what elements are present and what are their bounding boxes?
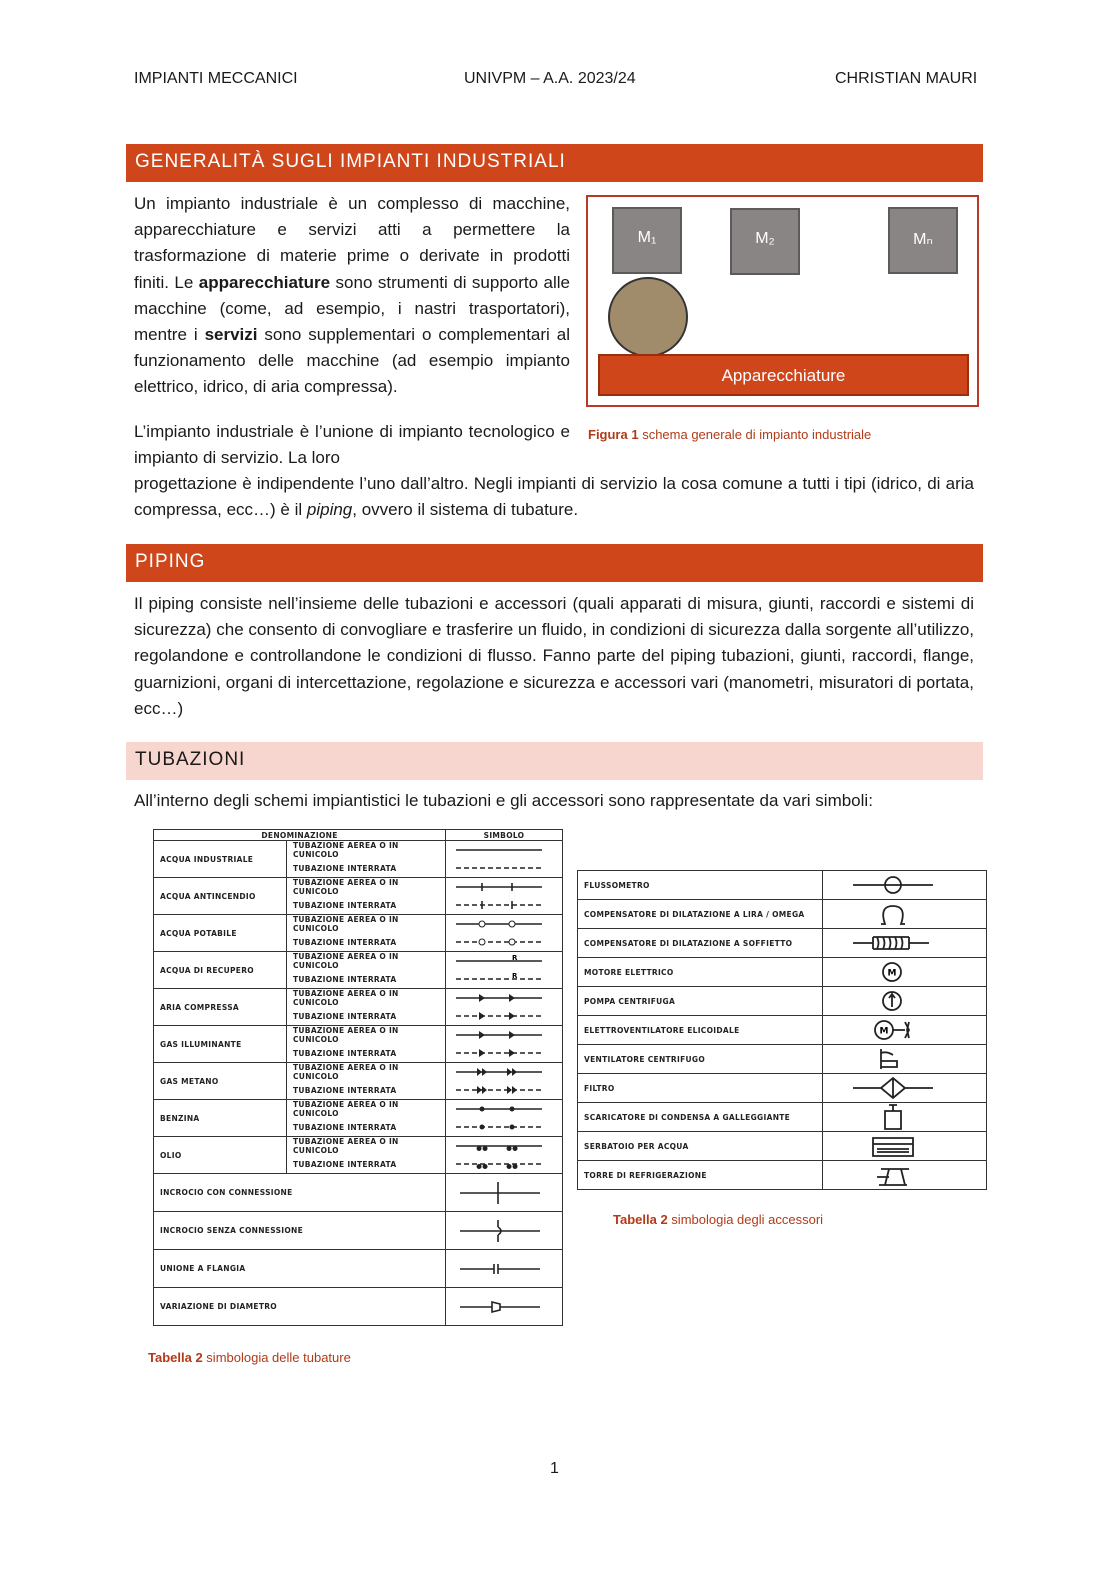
pipe-symbol bbox=[446, 1250, 563, 1288]
water-tank-icon bbox=[823, 1132, 973, 1160]
accessory-symbol-table bbox=[577, 870, 987, 1190]
filter-icon bbox=[823, 1074, 973, 1102]
centrifugal-fan-icon bbox=[823, 1045, 973, 1073]
pipe-type-aerial: TUBAZIONE AEREA O IN CUNICOLO bbox=[287, 1100, 446, 1119]
pipe-type-aerial: TUBAZIONE AEREA O IN CUNICOLO bbox=[287, 1026, 446, 1045]
pipe-fluid-name: OLIO bbox=[154, 1137, 287, 1174]
pipe-type-buried: TUBAZIONE INTERRATA bbox=[287, 1118, 446, 1137]
pipe-line-symbol-icon bbox=[446, 1100, 550, 1118]
pipe-table-row bbox=[154, 841, 563, 860]
pipe-line-symbol-icon bbox=[446, 878, 550, 896]
pipe-type-aerial: TUBAZIONE AEREA O IN CUNICOLO bbox=[287, 1137, 446, 1156]
pipe-type-buried: TUBAZIONE INTERRATA bbox=[287, 933, 446, 952]
pipe-table-row bbox=[154, 1100, 563, 1119]
pipe-symbol bbox=[446, 1026, 563, 1045]
pipe-table-row bbox=[154, 1288, 563, 1326]
pipe-type-buried: TUBAZIONE INTERRATA bbox=[287, 1044, 446, 1063]
header-author: CHRISTIAN MAURI bbox=[835, 70, 978, 87]
pipe-symbol bbox=[446, 1137, 563, 1156]
pipe-table-row bbox=[154, 1212, 563, 1250]
cross-conn-icon bbox=[446, 1178, 550, 1208]
pipe-symbol bbox=[446, 1118, 563, 1137]
pipe-table-row bbox=[154, 1026, 563, 1045]
accessory-symbol bbox=[823, 1074, 987, 1103]
pipe-connection-name: VARIAZIONE DI DIAMETRO bbox=[154, 1288, 446, 1326]
flowmeter-icon bbox=[823, 871, 973, 899]
pipe-type-buried: TUBAZIONE INTERRATA bbox=[287, 1155, 446, 1174]
accessory-table-caption: Tabella 2 simbologia degli accessori bbox=[613, 1212, 824, 1227]
pipe-fluid-name: GAS ILLUMINANTE bbox=[154, 1026, 287, 1063]
accessory-table-row bbox=[578, 1132, 987, 1161]
centrifugal-pump-icon bbox=[823, 987, 973, 1015]
pipe-table-row bbox=[154, 1137, 563, 1156]
accessory-symbol bbox=[823, 1103, 987, 1132]
machine-m1: M₁ bbox=[612, 207, 682, 274]
accessory-symbol bbox=[823, 871, 987, 900]
paragraph-piping: Il piping consiste nell’insieme delle tubazioni e accessori (quali apparati di misura, giunti, raccordi e sistemi di sicurezza) che consento di convogliare e trasferire un fluido, in condizioni di sicurezza dalla sorgente all’utilizzo, regolandone e controllandone le condizioni di flusso. Fanno parte del piping tubazioni, giunti, raccordi, flange, guarnizioni, organi di intercettazione, regolazione e sicurezza e accessori vari (manometri, misuratori di portata, ecc…) bbox=[134, 594, 974, 718]
accessory-name: SERBATOIO PER ACQUA bbox=[578, 1132, 823, 1161]
pipe-fluid-name: ACQUA INDUSTRIALE bbox=[154, 841, 287, 878]
pipe-symbol bbox=[446, 1155, 563, 1174]
pipe-type-buried: TUBAZIONE INTERRATA bbox=[287, 896, 446, 915]
pipe-line-symbol-icon bbox=[446, 970, 550, 988]
pipe-symbol bbox=[446, 1174, 563, 1212]
paragraph-union-a: L’impianto industriale è l’unione di impianto tecnologico e impianto di servizio. La loro bbox=[134, 422, 570, 468]
svg-text:R: R bbox=[512, 972, 518, 980]
pipe-line-symbol-icon bbox=[446, 896, 550, 914]
pipe-symbol bbox=[446, 952, 563, 971]
pipe-line-symbol-icon bbox=[446, 952, 550, 970]
pipe-symbol bbox=[446, 1288, 563, 1326]
accessory-name: FILTRO bbox=[578, 1074, 823, 1103]
accessory-table-row bbox=[578, 900, 987, 929]
pipe-line-symbol-icon bbox=[446, 1081, 550, 1099]
accessory-symbol bbox=[823, 1016, 987, 1045]
header-course: IMPIANTI MECCANICI bbox=[134, 70, 298, 87]
pipe-table-row bbox=[154, 952, 563, 971]
svg-text:M: M bbox=[887, 968, 897, 979]
pipe-symbol bbox=[446, 1063, 563, 1082]
cross-noconn-icon bbox=[446, 1216, 550, 1246]
accessory-table-row bbox=[578, 1016, 987, 1045]
pipe-table-header-symbol: SIMBOLO bbox=[446, 830, 563, 841]
svg-text:M: M bbox=[879, 1026, 889, 1037]
pipe-symbol bbox=[446, 896, 563, 915]
pipe-symbol bbox=[446, 1044, 563, 1063]
pipe-connection-name: INCROCIO SENZA CONNESSIONE bbox=[154, 1212, 446, 1250]
accessory-name: COMPENSATORE DI DILATAZIONE A SOFFIETTO bbox=[578, 929, 823, 958]
pipe-symbol bbox=[446, 915, 563, 934]
omega-compensator-icon bbox=[823, 900, 973, 928]
pipe-symbol bbox=[446, 1007, 563, 1026]
accessory-symbol bbox=[823, 958, 987, 987]
accessory-symbol bbox=[823, 1132, 987, 1161]
pipe-line-symbol-icon bbox=[446, 1118, 550, 1136]
pipe-line-symbol-icon bbox=[446, 1044, 550, 1062]
pipe-line-symbol-icon bbox=[446, 859, 550, 877]
pipe-fluid-name: ACQUA DI RECUPERO bbox=[154, 952, 287, 989]
accessory-symbol bbox=[823, 987, 987, 1016]
pipe-connection-name: INCROCIO CON CONNESSIONE bbox=[154, 1174, 446, 1212]
accessory-name: ELETTROVENTILATORE ELICOIDALE bbox=[578, 1016, 823, 1045]
pipe-type-buried: TUBAZIONE INTERRATA bbox=[287, 970, 446, 989]
accessory-table-row bbox=[578, 1045, 987, 1074]
pipe-symbol bbox=[446, 1081, 563, 1100]
bellows-compensator-icon bbox=[823, 929, 973, 957]
pipe-fluid-name: ACQUA ANTINCENDIO bbox=[154, 878, 287, 915]
pipe-line-symbol-icon bbox=[446, 1026, 550, 1044]
pipe-line-symbol-icon bbox=[446, 841, 550, 859]
motor-icon bbox=[823, 958, 973, 986]
equipment-circle bbox=[608, 277, 688, 357]
accessory-symbol bbox=[823, 929, 987, 958]
accessory-table-row bbox=[578, 871, 987, 900]
pipe-type-aerial: TUBAZIONE AEREA O IN CUNICOLO bbox=[287, 989, 446, 1008]
pipe-type-buried: TUBAZIONE INTERRATA bbox=[287, 859, 446, 878]
accessory-table-row bbox=[578, 1103, 987, 1132]
machine-m2: M₂ bbox=[730, 208, 800, 275]
pipe-type-aerial: TUBAZIONE AEREA O IN CUNICOLO bbox=[287, 841, 446, 860]
page-number: 1 bbox=[550, 1460, 559, 1477]
figure1-caption: Figura 1 schema generale di impianto industriale bbox=[588, 427, 872, 442]
pipe-line-symbol-icon bbox=[446, 1137, 550, 1155]
paragraph-union-b: progettazione è indipendente l’uno dall’altro. Negli impianti di servizio la cosa comune a tutti i tipi (idrico, di aria compressa, ecc…) è il piping, ovvero il sistema di tubature. bbox=[134, 474, 974, 520]
accessory-name: TORRE DI REFRIGERAZIONE bbox=[578, 1161, 823, 1190]
section-heading-piping: PIPING bbox=[126, 544, 983, 582]
accessory-name: COMPENSATORE DI DILATAZIONE A LIRA / OMEGA bbox=[578, 900, 823, 929]
pipe-line-symbol-icon bbox=[446, 933, 550, 951]
reducer-icon bbox=[446, 1292, 550, 1322]
pipe-symbol bbox=[446, 859, 563, 878]
pipe-table-row bbox=[154, 989, 563, 1008]
pipe-symbol bbox=[446, 933, 563, 952]
cooling-tower-icon bbox=[823, 1161, 973, 1189]
pipe-line-symbol-icon bbox=[446, 989, 550, 1007]
pipe-symbol bbox=[446, 989, 563, 1008]
pipe-symbol bbox=[446, 878, 563, 897]
pipe-type-aerial: TUBAZIONE AEREA O IN CUNICOLO bbox=[287, 915, 446, 934]
pipe-line-symbol-icon bbox=[446, 1063, 550, 1081]
pipe-table-header-name: DENOMINAZIONE bbox=[154, 830, 446, 841]
pipe-type-buried: TUBAZIONE INTERRATA bbox=[287, 1007, 446, 1026]
pipe-fluid-name: ACQUA POTABILE bbox=[154, 915, 287, 952]
pipe-type-aerial: TUBAZIONE AEREA O IN CUNICOLO bbox=[287, 1063, 446, 1082]
accessory-symbol bbox=[823, 1161, 987, 1190]
accessory-table-row bbox=[578, 1161, 987, 1190]
pipe-connection-name: UNIONE A FLANGIA bbox=[154, 1250, 446, 1288]
pipe-symbol bbox=[446, 1212, 563, 1250]
header-university: UNIVPM – A.A. 2023/24 bbox=[464, 70, 636, 87]
pipe-type-aerial: TUBAZIONE AEREA O IN CUNICOLO bbox=[287, 952, 446, 971]
accessory-name: VENTILATORE CENTRIFUGO bbox=[578, 1045, 823, 1074]
pipe-symbol bbox=[446, 970, 563, 989]
pipe-table-row bbox=[154, 1174, 563, 1212]
section-heading-generalita: GENERALITÀ SUGLI IMPIANTI INDUSTRIALI bbox=[126, 144, 983, 182]
pipe-symbol-table bbox=[153, 829, 563, 1326]
pipe-fluid-name: BENZINA bbox=[154, 1100, 287, 1137]
accessory-name: SCARICATORE DI CONDENSA A GALLEGGIANTE bbox=[578, 1103, 823, 1132]
accessory-symbol bbox=[823, 900, 987, 929]
pipe-table-row bbox=[154, 878, 563, 897]
section-heading-tubazioni: TUBAZIONI bbox=[126, 742, 983, 780]
paragraph-intro: Un impianto industriale è un complesso di macchine, apparecchiature e servizi atti a permettere la trasformazione di materie prime o derivate in prodotti finiti. Le apparecchiature sono strumenti di supporto alle macchine (come, ad esempio, i nastri trasportatori), mentre i servizi sono supplementari o complementari al funzionamento delle macchine (ad esempio impianto elettrico, idrico, di aria compressa). bbox=[134, 194, 570, 397]
pipe-line-symbol-icon bbox=[446, 1007, 550, 1025]
pipe-fluid-name: ARIA COMPRESSA bbox=[154, 989, 287, 1026]
accessory-name: FLUSSOMETRO bbox=[578, 871, 823, 900]
steam-trap-icon bbox=[823, 1103, 973, 1131]
pipe-symbol bbox=[446, 841, 563, 860]
pipe-table-caption: Tabella 2 simbologia delle tubature bbox=[148, 1350, 351, 1365]
pipe-type-aerial: TUBAZIONE AEREA O IN CUNICOLO bbox=[287, 878, 446, 897]
pipe-line-symbol-icon bbox=[446, 1155, 550, 1173]
pipe-table-row bbox=[154, 1250, 563, 1288]
paragraph-symbols: All’interno degli schemi impiantistici le tubazioni e gli accessori sono rappresentate da vari simboli: bbox=[134, 791, 873, 810]
accessory-name: MOTORE ELETTRICO bbox=[578, 958, 823, 987]
equipment-bar: Apparecchiature bbox=[598, 354, 969, 396]
pipe-line-symbol-icon bbox=[446, 915, 550, 933]
accessory-symbol bbox=[823, 1045, 987, 1074]
svg-text:R: R bbox=[512, 954, 518, 962]
accessory-table-row bbox=[578, 1074, 987, 1103]
accessory-table-row bbox=[578, 958, 987, 987]
pipe-type-buried: TUBAZIONE INTERRATA bbox=[287, 1081, 446, 1100]
pipe-table-row bbox=[154, 1063, 563, 1082]
pipe-symbol bbox=[446, 1100, 563, 1119]
accessory-table-row bbox=[578, 987, 987, 1016]
flange-icon bbox=[446, 1254, 550, 1284]
machine-mn: Mₙ bbox=[888, 207, 958, 274]
axial-fan-icon bbox=[823, 1016, 973, 1044]
figure-industrial-plant-schema bbox=[586, 195, 979, 407]
pipe-fluid-name: GAS METANO bbox=[154, 1063, 287, 1100]
accessory-table-row bbox=[578, 929, 987, 958]
pipe-table-row bbox=[154, 915, 563, 934]
accessory-name: POMPA CENTRIFUGA bbox=[578, 987, 823, 1016]
